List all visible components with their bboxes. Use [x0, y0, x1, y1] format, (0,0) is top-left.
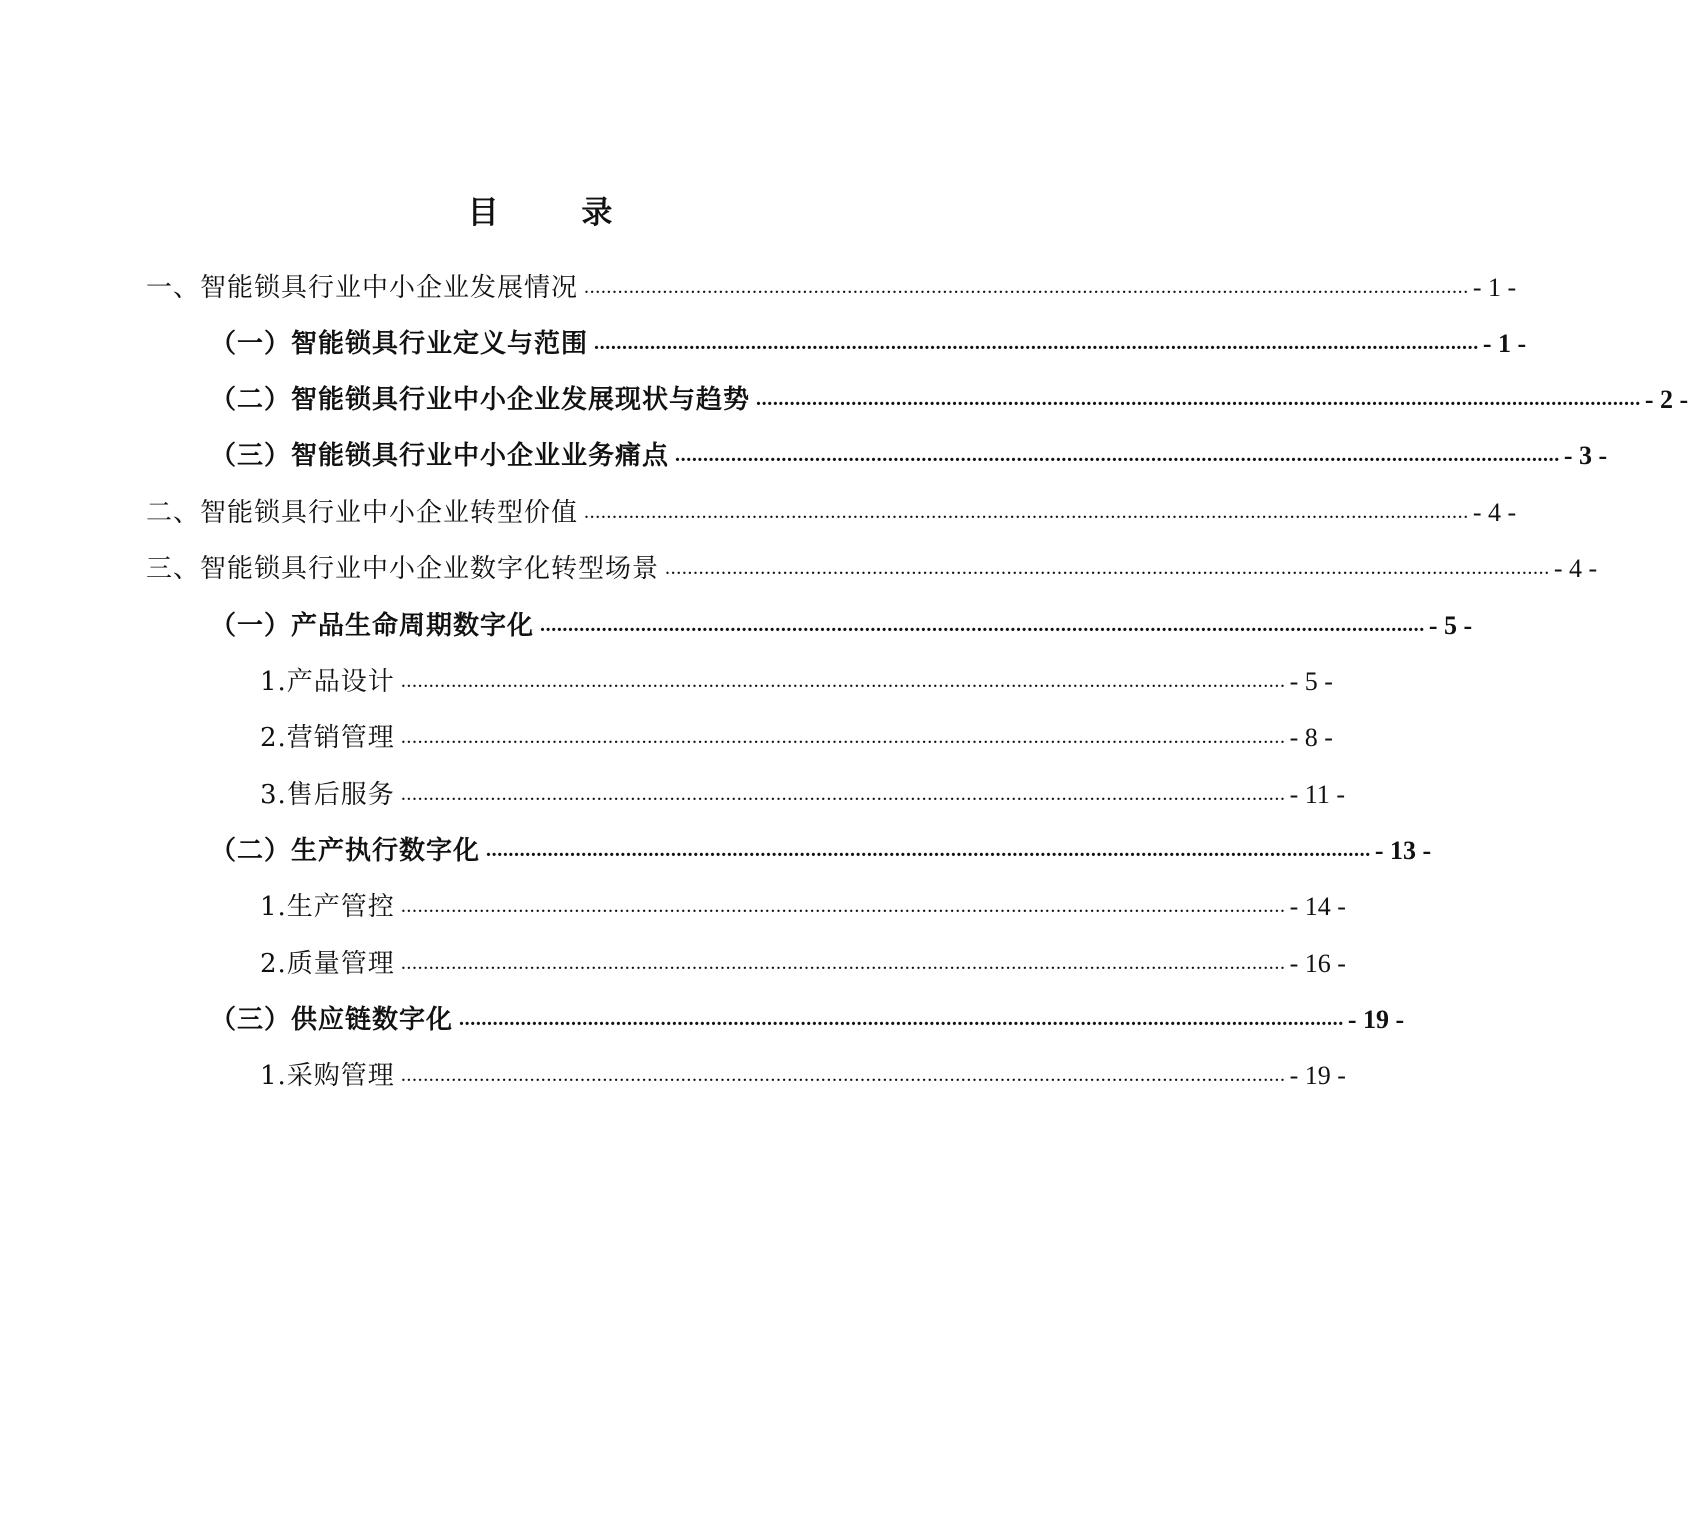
toc-page-number: - 4 -	[1472, 498, 1517, 527]
toc-entry-text: 一、智能锁具行业中小企业发展情况	[146, 273, 579, 303]
toc-entry[interactable]	[260, 883, 1346, 927]
toc-dot-leader: ..............................................................................................................................................................	[400, 895, 1286, 917]
toc-dot-leader: ..............................................................................................................................................................	[400, 670, 1286, 692]
toc-page-number: - 4 -	[1553, 554, 1598, 583]
toc-entry[interactable]	[146, 489, 1517, 533]
toc-entry-text: 1.产品设计	[260, 667, 395, 697]
toc-entry[interactable]	[260, 714, 1333, 758]
toc-dot-leader: ..............................................................................................................................................................	[584, 501, 1469, 523]
toc-dot-leader: ..............................................................................................................................................................	[594, 332, 1479, 354]
toc-page-number: - 5 -	[1289, 667, 1333, 696]
toc-entry[interactable]	[210, 602, 1473, 646]
toc-page-number: - 1 -	[1472, 273, 1517, 302]
toc-page-number: - 11 -	[1289, 780, 1345, 809]
toc-entry-text: （一）智能锁具行业定义与范围	[210, 329, 589, 359]
toc-entry[interactable]	[146, 264, 1517, 308]
toc-page-number: - 3 -	[1563, 441, 1608, 470]
toc-entry[interactable]	[260, 940, 1346, 984]
toc-entry[interactable]	[260, 658, 1333, 702]
toc-dot-leader: ..............................................................................................................................................................	[665, 557, 1550, 579]
toc-entry-text: 二、智能锁具行业中小企业转型价值	[146, 498, 579, 528]
toc-entry[interactable]	[210, 827, 1432, 871]
toc-page-number: - 8 -	[1289, 723, 1333, 752]
toc-entry-text: 2.质量管理	[260, 949, 395, 979]
toc-entry[interactable]	[260, 1052, 1346, 1096]
toc-dot-leader: ..............................................................................................................................................................	[756, 388, 1641, 410]
toc-dot-leader: ..............................................................................................................................................................	[400, 952, 1286, 974]
toc-page-number: - 1 -	[1482, 329, 1527, 358]
toc-page-number: - 14 -	[1289, 892, 1346, 921]
toc-entry-text: 1.采购管理	[260, 1061, 395, 1091]
toc-entry-text: 三、智能锁具行业中小企业数字化转型场景	[146, 554, 660, 584]
toc-dot-leader: ..............................................................................................................................................................	[400, 783, 1286, 805]
toc-entry[interactable]	[146, 545, 1598, 589]
toc-dot-leader: ..............................................................................................................................................................	[675, 444, 1560, 466]
toc-entry-text: 3.售后服务	[260, 780, 395, 810]
toc-entry[interactable]	[210, 432, 1608, 476]
toc-entry-text: （二）生产执行数字化	[210, 836, 481, 866]
toc-entry-text: 2.营销管理	[260, 723, 395, 753]
toc-dot-leader: ..............................................................................................................................................................	[540, 614, 1425, 636]
toc-title: 目 录	[467, 195, 649, 231]
toc-page-number: - 13 -	[1374, 836, 1432, 865]
toc-dot-leader: ..............................................................................................................................................................	[584, 276, 1469, 298]
toc-dot-leader: ..............................................................................................................................................................	[400, 726, 1286, 748]
toc-entry[interactable]	[260, 771, 1345, 815]
toc-dot-leader: ..............................................................................................................................................................	[459, 1008, 1344, 1030]
toc-page-number: - 19 -	[1289, 1061, 1346, 1090]
toc-entry-text: 1.生产管控	[260, 892, 395, 922]
toc-page-number: - 2 -	[1644, 385, 1688, 414]
toc-entry-text: （三）供应链数字化	[210, 1005, 454, 1035]
toc-page-number: - 16 -	[1289, 949, 1346, 978]
toc-entry[interactable]	[210, 320, 1527, 364]
toc-entry-text: （一）产品生命周期数字化	[210, 611, 535, 641]
toc-dot-leader: ..............................................................................................................................................................	[400, 1064, 1286, 1086]
toc-entry[interactable]	[210, 996, 1405, 1040]
toc-page-number: - 5 -	[1428, 611, 1473, 640]
toc-dot-leader: ..............................................................................................................................................................	[486, 839, 1371, 861]
toc-page-number: - 19 -	[1347, 1005, 1405, 1034]
toc-entry-text: （三）智能锁具行业中小企业业务痛点	[210, 441, 670, 471]
toc-entry[interactable]	[210, 376, 1688, 420]
toc-entry-text: （二）智能锁具行业中小企业发展现状与趋势	[210, 385, 751, 415]
